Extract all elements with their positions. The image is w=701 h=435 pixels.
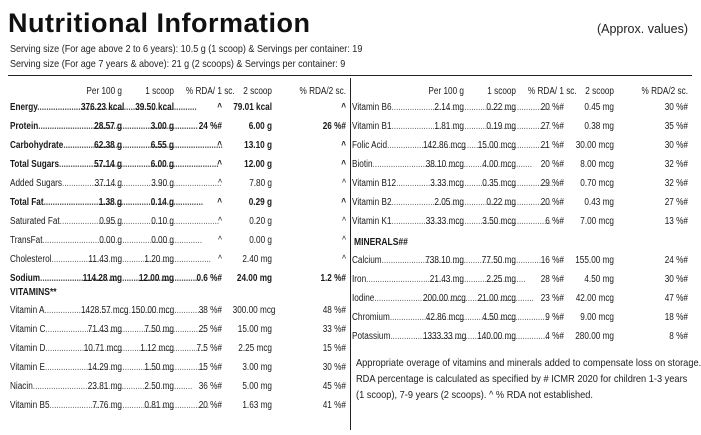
nutrient-value: ^ (217, 140, 222, 151)
nutrient-value: 38.10 mcg (425, 159, 464, 170)
nutrient-value: 2.50 mg (144, 381, 174, 392)
nutrient-value: 8 %# (669, 331, 688, 342)
column-header: 1 scoop (145, 86, 174, 97)
nutrient-value: 33.33 mcg (425, 216, 464, 227)
table-row (352, 178, 692, 196)
approx-values-note: (Approx. values) (596, 22, 688, 36)
nutrient-value: 0.19 mg (486, 121, 516, 132)
nutrient-name: Niacin ..... (10, 381, 61, 392)
nutrient-value: 7.76 mg (92, 400, 122, 411)
nutrient-value: 28.57 g (94, 121, 122, 132)
nutrient-value: ^ (341, 140, 346, 151)
nutrient-value: 30 %# (322, 362, 346, 373)
column-header: Per 100 g (428, 86, 464, 97)
nutrient-value: 7.50 mg (144, 324, 174, 335)
vitamins-section-label: VITAMINS** (10, 287, 57, 298)
nutrient-value: 0.22 mg (486, 197, 516, 208)
table-row (352, 331, 692, 349)
nutrient-value: 45 %# (322, 381, 346, 392)
nutrient-value: 42.00 mcg (575, 293, 614, 304)
nutrient-value: ^ (341, 159, 346, 170)
nutrient-value: 0.10 g (151, 216, 174, 227)
nutrient-value: 0.35 mcg (482, 178, 516, 189)
page-title: Nutritional Information (8, 8, 311, 38)
footnote-line: (1 scoop), 7-9 years (2 scoops). ^ % RDA not established. (356, 389, 593, 401)
nutrient-value: 0.38 mg (584, 121, 614, 132)
nutrient-value: 3.00 mg (242, 362, 272, 373)
nutrient-value: ^ (341, 197, 346, 208)
nutrient-value: 77.50 mg (481, 255, 516, 266)
nutrient-value: 20 %# (540, 159, 564, 170)
nutrient-value: 1428.57 mcg (81, 305, 129, 316)
nutrient-value: 21 %# (540, 140, 564, 151)
serving-size-line: Serving size (For age 7 years & above): 21 g (2 scoops) & Servings per container: 9 (10, 58, 346, 70)
nutrient-value: 20 %# (198, 400, 222, 411)
nutrient-value: 4 %# (545, 331, 564, 342)
table-row (352, 197, 692, 215)
nutrient-value: 16 %# (540, 255, 564, 266)
nutrient-value: 15.00 mg (237, 324, 272, 335)
nutrient-name: Chromium ..... (352, 312, 403, 323)
nutrient-value: 0.6 %# (196, 273, 222, 284)
nutrient-name: Vitamin D ..... (10, 343, 61, 354)
nutrient-value: 32 %# (664, 178, 688, 189)
nutrient-value: 57.14 g (94, 159, 122, 170)
nutrient-value: 71.43 mg (87, 324, 122, 335)
nutrient-value: 0.29 g (248, 197, 272, 208)
nutrient-value: 42.86 mcg (425, 312, 464, 323)
nutrient-value: 7.80 g (249, 178, 272, 189)
nutrient-value: ^ (218, 216, 222, 227)
nutrient-name: Vitamin B12 ..... (352, 178, 403, 189)
column-header: Per 100 g (86, 86, 122, 97)
nutrient-value: 30.00 mcg (575, 140, 614, 151)
nutrient-name: TransFat ..... (10, 235, 61, 246)
nutrient-value: 30 %# (664, 140, 688, 151)
nutrient-value: 25 %# (198, 324, 222, 335)
nutrient-value: 1.20 mg (144, 254, 174, 265)
nutrient-value: 0.22 mg (486, 102, 516, 113)
nutrient-value: 2.25 mcg (238, 343, 272, 354)
nutrient-value: 26 %# (322, 121, 346, 132)
nutrient-name: Folic Acid ..... (352, 140, 403, 151)
nutrient-value: ^ (342, 178, 346, 189)
footnotes (356, 355, 701, 403)
nutrient-value: 0.00 g (151, 235, 174, 246)
nutrient-name: Vitamin B2 ..... (352, 197, 403, 208)
column-header: % RDA/ 1 sc. (185, 86, 235, 97)
nutrient-name: Vitamin A ..... (10, 305, 61, 316)
nutrient-value: ^ (341, 102, 346, 113)
nutrient-value: 13.10 g (244, 140, 272, 151)
nutrient-value: 0.81 mg (144, 400, 174, 411)
nutrient-value: 0.00 g (249, 235, 272, 246)
nutrient-value: 1.63 mg (242, 400, 272, 411)
nutrient-value: 10.71 mcg (83, 343, 122, 354)
nutrient-value: 20 %# (540, 197, 564, 208)
footnote-line: Appropriate overage of vitamins and minerals added to compensate loss on storage. (356, 357, 701, 369)
nutrient-value: 9 %# (545, 312, 564, 323)
nutrient-value: ^ (218, 235, 222, 246)
nutrient-name: Saturated Fat ..... (10, 216, 61, 227)
nutrient-value: 3.50 mcg (482, 216, 516, 227)
nutrient-value: 28 %# (540, 274, 564, 285)
nutrient-value: ^ (218, 254, 222, 265)
column-header: 1 scoop (487, 86, 516, 97)
nutrient-value: 0.20 g (249, 216, 272, 227)
nutrient-value: 35 %# (664, 121, 688, 132)
column-header: % RDA/2 sc. (641, 86, 688, 97)
nutrient-value: 21.00 mcg (477, 293, 516, 304)
nutrient-value: 23.81 mg (87, 381, 122, 392)
nutrient-value: ^ (218, 178, 222, 189)
nutrient-value: 24 %# (664, 255, 688, 266)
nutrient-value: 18 %# (664, 312, 688, 323)
nutrient-value: 41 %# (322, 400, 346, 411)
nutrient-name: Total Sugars ..... (10, 159, 61, 170)
nutrient-name: Vitamin B1 ..... (352, 121, 403, 132)
nutrient-value: 12.00 mg (138, 273, 174, 284)
nutrient-value: 14.29 mg (87, 362, 122, 373)
nutrient-name: Potassium ..... (352, 331, 403, 342)
nutrient-value: 142.86 mcg (423, 140, 466, 151)
nutrient-value: 39.50 kcal (135, 102, 174, 113)
nutrient-value: 280.00 mg (575, 331, 614, 342)
nutrient-value: 6 %# (545, 216, 564, 227)
nutrient-value: 114.28 mg (82, 273, 122, 284)
table-row (352, 312, 692, 330)
nutrient-value: 2.14 mg (434, 102, 464, 113)
nutrient-value: ^ (217, 159, 222, 170)
nutrient-value: 0.14 g (150, 197, 174, 208)
serving-size-line: Serving size (For age above 2 to 6 years): 10.5 g (1 scoop) & Servings per container: 19 (10, 43, 363, 55)
nutrient-value: ^ (342, 254, 346, 265)
nutrient-value: 300.00 mcg (232, 305, 276, 316)
nutrient-value: 1.12 mcg (140, 343, 174, 354)
nutrient-value: 12.00 g (244, 159, 272, 170)
table-row (352, 293, 692, 311)
nutrient-value: 3.33 mcg (430, 178, 464, 189)
nutrient-name: Iodine ..... (352, 293, 403, 304)
nutrient-name: Calcium ..... (352, 255, 403, 266)
nutrient-value: 2.05 mg (434, 197, 464, 208)
nutrient-value: 47 %# (664, 293, 688, 304)
nutrient-name: Total Fat ..... (10, 197, 61, 208)
nutrient-value: 1.81 mg (434, 121, 464, 132)
column-header: % RDA/2 sc. (299, 86, 346, 97)
nutrient-value: 23 %# (540, 293, 564, 304)
nutrient-value: 24 %# (198, 121, 222, 132)
nutrient-value: 0.00 g (99, 235, 122, 246)
table-row (352, 102, 692, 120)
nutrient-value: 36 %# (198, 381, 222, 392)
nutrient-name: Energy ..... (10, 102, 61, 113)
nutrient-value: 8.00 mcg (580, 159, 614, 170)
nutrient-value: 11.43 mg (88, 254, 122, 265)
table-row (352, 159, 692, 177)
nutrient-value: 1.38 g (98, 197, 122, 208)
table-row (352, 216, 692, 234)
nutrient-value: 37.14 g (94, 178, 122, 189)
nutrient-value: 20 %# (540, 102, 564, 113)
nutrient-value: 7.00 mcg (580, 216, 614, 227)
nutrient-value: 155.00 mg (575, 255, 614, 266)
table-row (352, 140, 692, 158)
nutrient-value: 1333.33 mg (423, 331, 467, 342)
nutrient-value: 1.2 %# (320, 273, 346, 284)
nutrient-name: Added Sugars ..... (10, 178, 61, 189)
table-row (352, 274, 692, 292)
nutrient-name: Cholesterol ..... (10, 254, 61, 265)
nutrient-value: ^ (217, 102, 222, 113)
nutrient-value: 27 %# (540, 121, 564, 132)
nutrient-value: ^ (342, 216, 346, 227)
nutrient-value: 200.00 mcg (423, 293, 466, 304)
footnote-line: RDA percentage is calculated as specified by # ICMR 2020 for children 1-3 years (356, 373, 688, 385)
nutrient-name: Iron ..... (352, 274, 403, 285)
nutrient-value: 6.55 g (150, 140, 174, 151)
nutrient-name: Vitamin B6 ..... (352, 102, 403, 113)
nutrient-value: 62.38 g (94, 140, 122, 151)
nutrient-value: 376.23 kcal (81, 102, 125, 113)
column-header: % RDA/ 1 sc. (527, 86, 577, 97)
column-header: 2 scoop (585, 86, 614, 97)
nutrient-value: 15.00 mcg (477, 140, 516, 151)
nutrient-value: 150.00 mcg (131, 305, 175, 316)
nutrient-value: 140.00 mg (477, 331, 516, 342)
nutrient-value: 3.90 g (151, 178, 174, 189)
nutrient-value: 6.00 g (248, 121, 272, 132)
nutrient-value: 24.00 mg (236, 273, 272, 284)
nutrient-value: 3.00 g (150, 121, 174, 132)
nutrient-value: 32 %# (664, 159, 688, 170)
nutrient-name: Vitamin C ..... (10, 324, 61, 335)
nutrient-value: 30 %# (664, 274, 688, 285)
nutrient-value: 738.10 mg (425, 255, 464, 266)
nutrient-value: 0.45 mg (584, 102, 614, 113)
nutrient-value: 48 %# (322, 305, 346, 316)
nutrient-value: 4.50 mcg (482, 312, 516, 323)
nutrient-value: 4.50 mg (584, 274, 614, 285)
nutrient-value: 33 %# (322, 324, 346, 335)
nutrient-name: Vitamin B5 ..... (10, 400, 61, 411)
nutrient-value: 7.5 %# (196, 343, 222, 354)
nutrient-value: 30 %# (664, 102, 688, 113)
nutrient-value: 1.50 mg (144, 362, 174, 373)
nutrient-value: ^ (217, 197, 222, 208)
nutrient-value: ^ (342, 235, 346, 246)
nutrient-value: 27 %# (664, 197, 688, 208)
nutrient-value: 38 %# (198, 305, 222, 316)
nutrient-name: Carbohydrate ..... (10, 140, 61, 151)
nutrient-value: 21.43 mg (429, 274, 464, 285)
nutrient-name: Protein ..... (10, 121, 61, 132)
nutrient-value: 15 %# (322, 343, 346, 354)
nutrient-value: 79.01 kcal (233, 102, 272, 113)
nutrient-name: Vitamin K1 ..... (352, 216, 403, 227)
nutrient-value: 13 %# (664, 216, 688, 227)
minerals-section-label: MINERALS## (354, 237, 408, 248)
nutrient-value: 4.00 mcg (482, 159, 516, 170)
nutrient-name: Vitamin E ..... (10, 362, 61, 373)
nutrient-value: 2.25 mg (486, 274, 516, 285)
nutrient-value: 0.70 mcg (580, 178, 614, 189)
column-header: 2 scoop (243, 86, 272, 97)
nutrient-value: 5.00 mg (242, 381, 272, 392)
table-row (352, 121, 692, 139)
nutrient-value: 0.95 g (99, 216, 122, 227)
nutrient-value: 0.43 mg (584, 197, 614, 208)
nutrient-value: 29 %# (540, 178, 564, 189)
nutrient-value: 15 %# (198, 362, 222, 373)
nutrient-name: Biotin ..... (352, 159, 403, 170)
table-row (352, 255, 692, 273)
nutrient-name: Sodium ..... (10, 273, 61, 284)
nutrient-value: 6.00 g (150, 159, 174, 170)
nutrient-value: 2.40 mg (242, 254, 272, 265)
nutrient-value: 9.00 mcg (580, 312, 614, 323)
